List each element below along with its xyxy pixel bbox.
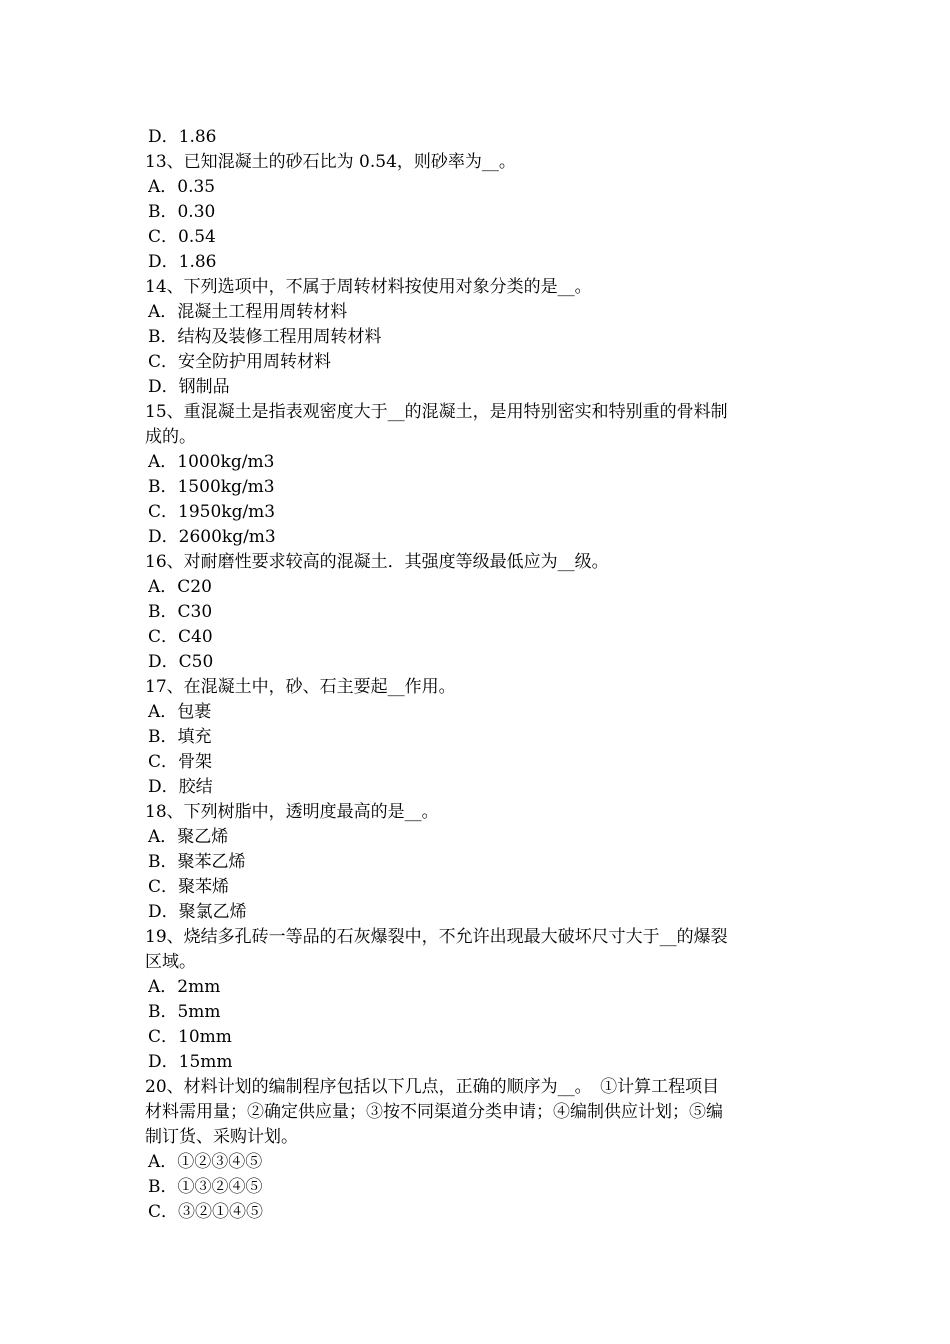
answer-option: C．0.54 bbox=[148, 227, 216, 247]
answer-option: B．1500kg/m3 bbox=[148, 477, 275, 497]
question-text: 材料需用量；②确定供应量；③按不同渠道分类申请；④编制供应计划；⑤编 bbox=[145, 1102, 723, 1122]
answer-option: C．聚苯烯 bbox=[148, 877, 230, 897]
answer-option: B．C30 bbox=[148, 602, 213, 622]
answer-option: A．包裹 bbox=[148, 702, 212, 722]
question-text: 区域。 bbox=[145, 952, 196, 972]
answer-option: B．5mm bbox=[148, 1002, 221, 1022]
answer-option: B．①③②④⑤ bbox=[148, 1177, 263, 1197]
question-text: 18、下列树脂中，透明度最高的是__。 bbox=[145, 802, 439, 822]
answer-option: C．③②①④⑤ bbox=[148, 1202, 264, 1222]
answer-option: A．混凝土工程用周转材料 bbox=[148, 302, 348, 322]
answer-option: D．聚氯乙烯 bbox=[148, 902, 247, 922]
question-text: 15、重混凝土是指表观密度大于__的混凝土，是用特别密实和特别重的骨料制 bbox=[145, 402, 728, 422]
answer-option: A．聚乙烯 bbox=[148, 827, 229, 847]
answer-option: C．骨架 bbox=[148, 752, 213, 772]
question-text: 19、烧结多孔砖一等品的石灰爆裂中，不允许出现最大破坏尺寸大于__的爆裂 bbox=[145, 927, 728, 947]
answer-option: C．C40 bbox=[148, 627, 213, 647]
answer-option: C．1950kg/m3 bbox=[148, 502, 276, 522]
question-text: 14、下列选项中，不属于周转材料按使用对象分类的是__。 bbox=[145, 277, 592, 297]
answer-option: B．0.30 bbox=[148, 202, 216, 222]
answer-option: B．填充 bbox=[148, 727, 212, 747]
answer-option: D．15mm bbox=[148, 1052, 233, 1072]
answer-option: D．胶结 bbox=[148, 777, 213, 797]
question-text: 制订货、采购计划。 bbox=[145, 1127, 298, 1147]
answer-option: D．2600kg/m3 bbox=[148, 527, 276, 547]
answer-option: A．C20 bbox=[148, 577, 212, 597]
answer-option: C．10mm bbox=[148, 1027, 232, 1047]
answer-option: B．聚苯乙烯 bbox=[148, 852, 246, 872]
answer-option: B．结构及装修工程用周转材料 bbox=[148, 327, 382, 347]
answer-option: A．2mm bbox=[148, 977, 221, 997]
answer-option: A．0.35 bbox=[148, 177, 216, 197]
answer-option: D．钢制品 bbox=[148, 377, 230, 397]
question-text: 13、已知混凝土的砂石比为 0.54，则砂率为__。 bbox=[145, 152, 516, 172]
question-text: 16、对耐磨性要求较高的混凝土．其强度等级最低应为__级。 bbox=[145, 552, 609, 572]
answer-option: A．1000kg/m3 bbox=[148, 452, 275, 472]
answer-option: D．C50 bbox=[148, 652, 214, 672]
answer-option: D．1.86 bbox=[148, 252, 217, 272]
question-text: 17、在混凝土中，砂、石主要起__作用。 bbox=[145, 677, 456, 697]
answer-option: C．安全防护用周转材料 bbox=[148, 352, 332, 372]
answer-option: A．①②③④⑤ bbox=[148, 1152, 263, 1172]
question-text: 成的。 bbox=[145, 427, 196, 447]
question-text: 20、材料计划的编制程序包括以下几点，正确的顺序为__。 ①计算工程项目 bbox=[145, 1077, 720, 1097]
question-list bbox=[145, 125, 810, 1225]
answer-option: D．1.86 bbox=[148, 127, 217, 147]
